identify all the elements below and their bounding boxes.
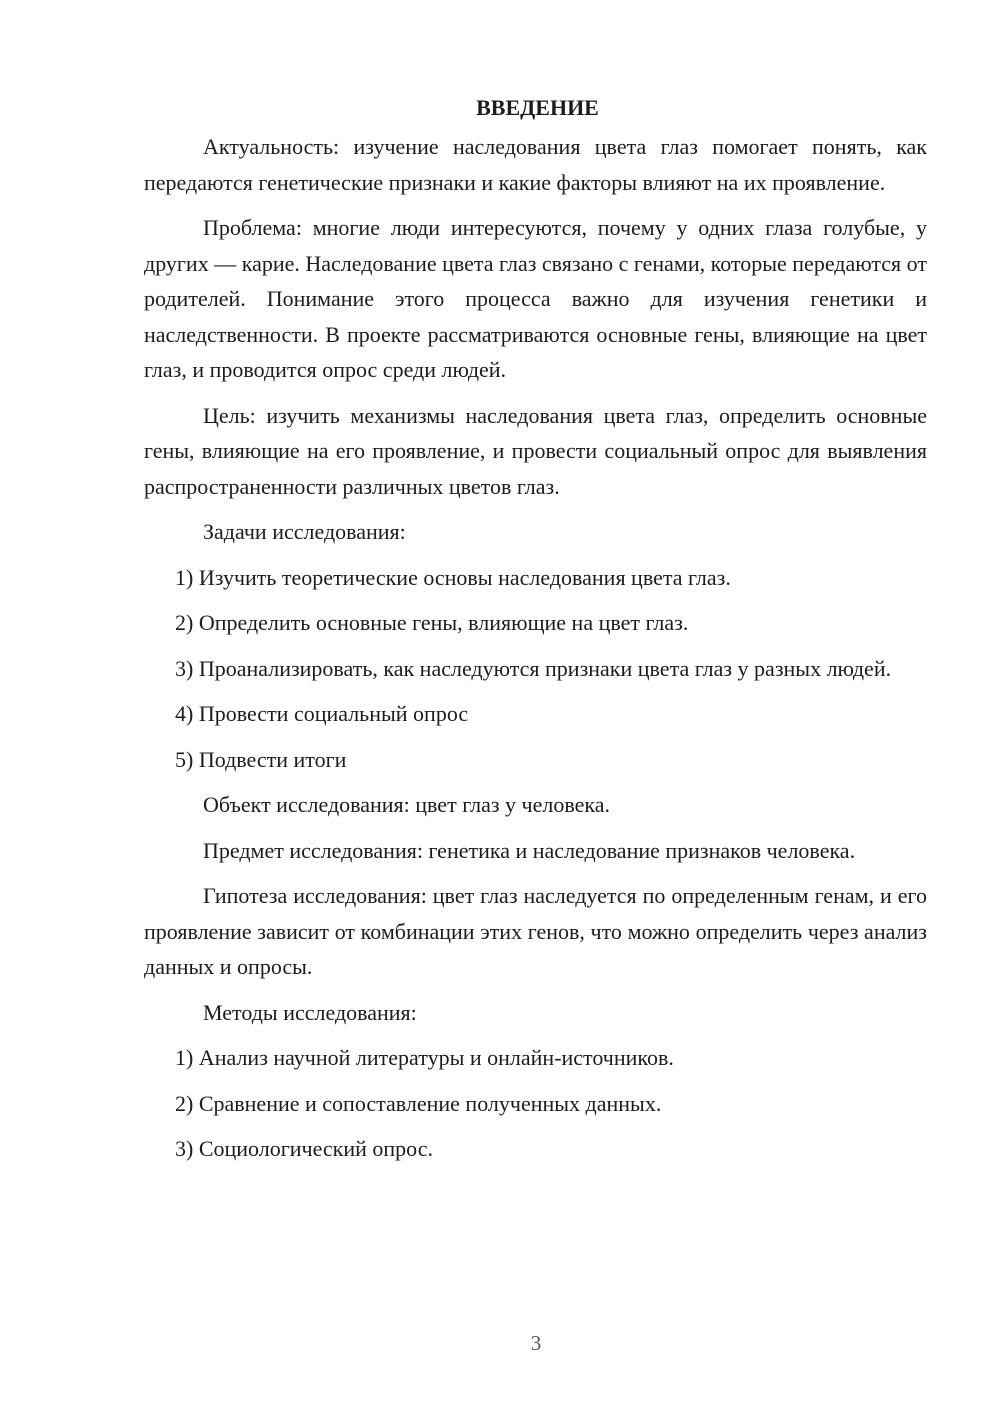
task-item: 2) Определить основные гены, влияющие на цвет глаз. [175, 610, 689, 635]
research-object: Объект исследования: цвет глаз у человека. [203, 792, 610, 817]
methods-title: Методы исследования: [203, 999, 417, 1025]
research-hypothesis: Гипотеза исследования: цвет глаз наследуется по определенным генам, и его проявление зависит от комбинации этих генов, что можно определить через анализ данных и опросы. [144, 883, 927, 979]
goal-paragraph: Цель: изучить механизмы наследования цвета глаз, определить основные гены, влияющие на его проявление, и провести социальный опрос для выявления распространенности различных цветов глаз. [144, 402, 927, 499]
task-item: 5) Подвести итоги [175, 746, 347, 772]
method-item: 1) Анализ научной литературы и онлайн-источников. [175, 1045, 674, 1070]
problem-paragraph: Проблема: многие люди интересуются, почему у одних глаза голубые, у других — карие. Наследование цвета глаз связано с генами, которые передаются от родителей. Понимание этого процесса важно для изучения генетики и наследственности. В проекте рассматриваются основные гены, влияющие на цвет глаз, и проводится опрос среди людей. [144, 215, 927, 382]
page-content [144, 90, 927, 1177]
method-item: 3) Социологический опрос. [175, 1136, 433, 1161]
task-item: 3) Проанализировать, как наследуются признаки цвета глаз у разных людей. [175, 655, 892, 681]
page-number: 3 [530, 1331, 542, 1355]
task-item: 1) Изучить теоретические основы наследования цвета глаз. [175, 564, 731, 590]
research-subject: Предмет исследования: генетика и наследование признаков человека. [203, 837, 856, 863]
tasks-title: Задачи исследования: [203, 519, 406, 544]
task-item: 4) Провести социальный опрос [175, 701, 469, 726]
section-heading: ВВЕДЕНИЕ [476, 95, 599, 120]
method-item: 2) Сравнение и сопоставление полученных данных. [175, 1090, 662, 1116]
relevance-paragraph: Актуальность: изучение наследования цвета глаз помогает понять, как передаются генетические признаки и какие факторы влияют на их проявление. [144, 134, 927, 195]
